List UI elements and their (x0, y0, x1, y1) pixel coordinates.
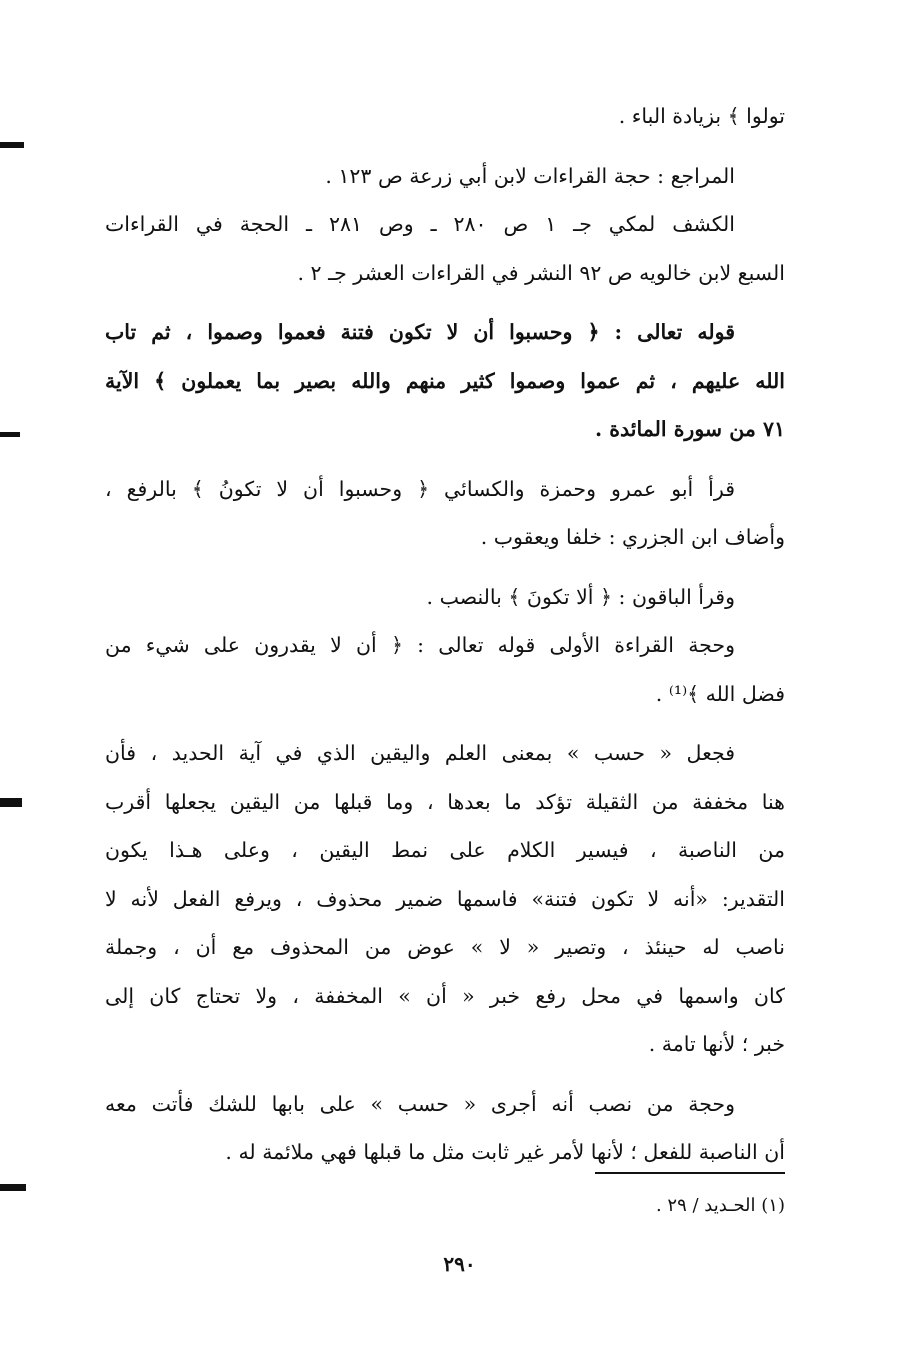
footnote: (١) الحـديد / ٢٩ . (655, 1195, 785, 1216)
text-line: فجعل « حسب » بمعنى العلم واليقين الذي في آية الحديد ، فأن (105, 741, 735, 765)
text-line: من الناصبة ، فيسير الكلام على نمط اليقين ، وعلى هـذا يكون (105, 838, 785, 862)
text-line: قرأ أبو عمرو وحمزة والكسائي ﴿ وحسبوا أن لا تكونُ ﴾ بالرفع ، (105, 476, 735, 501)
text-line: المراجع : حجة القراءات لابن أبي زرعة ص ١٢٣ . (325, 163, 735, 188)
text-line: كان واسمها في محل رفع خبر « أن » المخففة ، ولا تحتاج كان إلى (105, 983, 785, 1008)
text-line: السبع لابن خالويه ص ٩٢ النشر في القراءات العشر جـ ٢ . (297, 260, 785, 285)
text-line: هنا مخففة من الثقيلة تؤكد ما بعدها ، وما قبلها من اليقين يجعلها أقرب (105, 789, 785, 814)
text-line: وقرأ الباقون : ﴿ ألا تكونَ ﴾ بالنصب . (426, 584, 735, 609)
text-line: وحجة القراءة الأولى قوله تعالى : ﴿ أن لا يقدرون على شيء من (105, 633, 735, 657)
text-line: الكشف لمكي جـ ١ ص ٢٨٠ ـ وص ٢٨١ ـ الحجة في القراءات (105, 212, 735, 236)
paragraph (105, 465, 785, 562)
text-line: تولوا ﴾ بزيادة الباء . (618, 104, 785, 128)
text-line: وحجة من نصب أنه أجرى « حسب » على بابها للشك فأتت معه (105, 1091, 735, 1116)
paragraph (105, 1080, 785, 1177)
text-line: خبر ؛ لأنها تامة . (648, 1032, 785, 1056)
paragraph (105, 573, 785, 719)
paragraph (105, 729, 785, 1069)
scan-edge-mark (0, 1184, 26, 1191)
scan-edge-mark (0, 798, 22, 807)
text-line: قوله تعالى : ﴿ وحسبوا أن لا تكون فتنة فعموا وصموا ، ثم تاب (105, 320, 735, 344)
quran-verse-paragraph (105, 308, 785, 454)
page-body (105, 92, 785, 1177)
scan-edge-mark (0, 142, 24, 148)
text-line: أن الناصبة للفعل ؛ لأنها لأمر غير ثابت مثل ما قبلها فهي ملائمة له . (225, 1140, 785, 1164)
references-paragraph (105, 152, 785, 298)
text-line: ٧١ من سورة المائدة . (595, 417, 785, 441)
page-number: ٢٩٠ (443, 1252, 476, 1276)
scan-edge-mark (0, 432, 20, 437)
text-line: وأضاف ابن الجزري : خلفا ويعقوب . (480, 525, 785, 549)
text-line: فضل الله ﴾⁽¹⁾ . (655, 681, 785, 706)
paragraph (105, 92, 785, 141)
text-line: ناصب له حينئذ ، وتصير « لا » عوض من المحذوف مع أن ، وجملة (105, 935, 785, 959)
footnote-separator (595, 1172, 785, 1174)
text-line: الله عليهم ، ثم عموا وصموا كثير منهم والله بصير بما يعملون ﴾ الآية (105, 368, 785, 393)
text-line: التقدير: «أنه لا تكون فتنة» فاسمها ضمير محذوف ، ويرفع الفعل لأنه لا (105, 886, 785, 911)
